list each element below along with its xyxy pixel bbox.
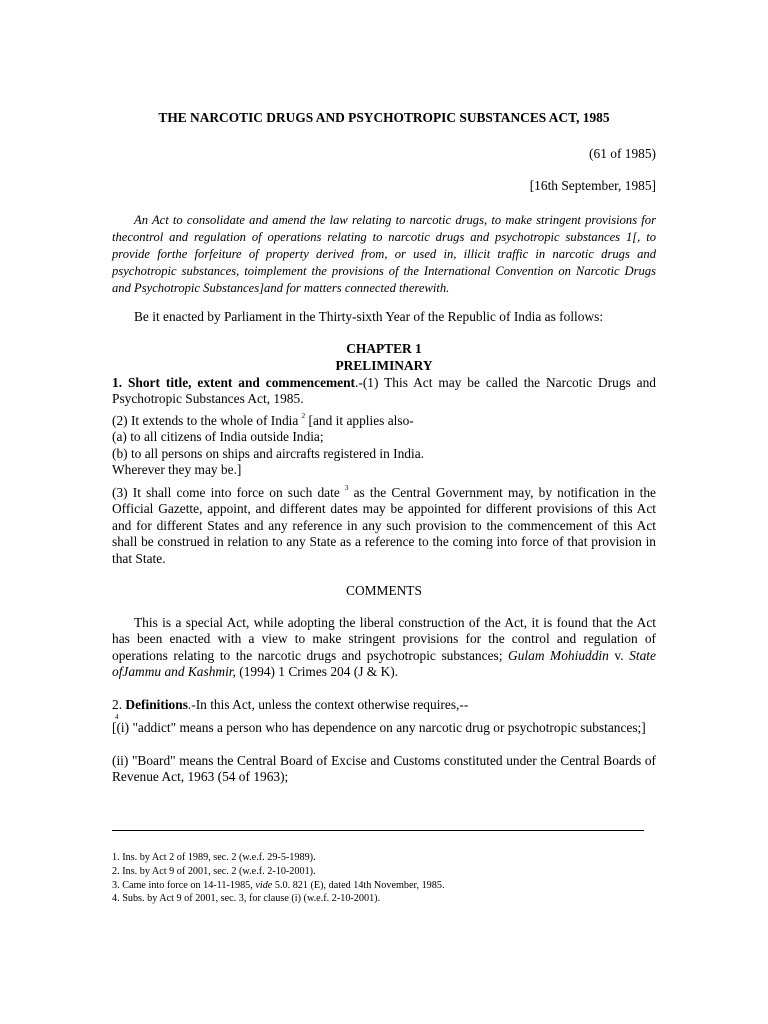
- chapter-number: CHAPTER 1: [346, 341, 422, 356]
- act-number: (61 of 1985): [589, 146, 656, 161]
- case-party-b: State ofJammu and Kashmir,: [112, 647, 656, 680]
- footnote-3-text: 3. Came into force on 14-11-1985,: [112, 879, 253, 891]
- preamble: An Act to consolidate and amend the law relating to narcotic drugs, to make stringent provisions for thecontrol and regulation of operations relating to narcotic drugs and psychotropic substances 1[, to provide forthe forfeiture of property derived from, or used in, illicit traffic in narcotic drugs and psychotropic substances, toimplement the provisions of the International Convention on Narcotic Drugs and Psychotropic Substances]and for matters connected therewith.: [112, 213, 656, 295]
- section-2-number: 2.: [112, 697, 123, 712]
- section-1: [112, 375, 656, 408]
- footnote-ref-4: 4: [115, 713, 119, 721]
- footnote-3-ref: 5.0. 821 (E), dated 14th November, 1985.: [274, 879, 445, 891]
- footnote-separator: [112, 830, 644, 831]
- comments-text: This is a special Act, while adopting the liberal construction of the Act, it is found that the Act has been enacted with a view to make stringent provisions for the control and regulation of operations relating to the narcotic drugs and psychotropic substances;: [112, 615, 656, 663]
- subsection-3-text: (3) It shall come into force on such date: [112, 485, 340, 500]
- subsection-2-amendment: [and it applies also-: [308, 413, 414, 428]
- footnote-3: [112, 879, 445, 893]
- footnote-3-vide: vide: [255, 879, 273, 891]
- chapter-title: PRELIMINARY: [335, 358, 433, 373]
- case-citation: (1994) 1 Crimes 204 (J & K).: [239, 664, 399, 680]
- footnote-2: 2. Ins. by Act 9 of 2001, sec. 2 (w.e.f. 2-10-2001).: [112, 865, 316, 877]
- footnote-ref-3: 3: [344, 484, 349, 492]
- comments-body: [112, 615, 656, 681]
- case-versus: v.: [614, 647, 624, 663]
- section-2-heading: Definitions: [125, 697, 188, 712]
- footnotes: [112, 851, 445, 906]
- act-date: [16th September, 1985]: [529, 178, 656, 193]
- clause-closing: Wherever they may be.]: [112, 462, 242, 478]
- clause-b: (b) to all persons on ships and aircrafts registered in India.: [112, 445, 424, 461]
- footnote-1: 1. Ins. by Act 2 of 1989, sec. 2 (w.e.f. 29-5-1989).: [112, 852, 316, 863]
- definition-i: [(i) "addict" means a person who has dependence on any narcotic drug or psychotropic substances;]: [112, 720, 646, 735]
- subsection-2: [112, 413, 656, 479]
- footnote-4: 4. Subs. by Act 9 of 2001, sec. 3, for clause (i) (w.e.f. 2-10-2001).: [112, 893, 381, 905]
- section-2: [112, 697, 656, 713]
- section-2-text: .-In this Act, unless the context otherwise requires,--: [187, 697, 469, 712]
- subsection-3-body: as the Central Government may, by notification in the Official Gazette, appoint, and different dates may be appointed for different provisions of this Act and for different States and any reference in any such provision to the commencement of this Act shall be construed in relation to any State as a reference to the coming into force of that provision in that State.: [112, 485, 656, 566]
- definition-ii: (ii) "Board" means the Central Board of Excise and Customs constituted under the Central Boards of Revenue Act, 1963 (54 of 1963);: [112, 753, 656, 785]
- subsection-2-text: (2) It extends to the whole of India: [112, 413, 299, 428]
- enactment-clause: Be it enacted by Parliament in the Thirty-sixth Year of the Republic of India as follows:: [134, 309, 604, 324]
- clause-a: (a) to all citizens of India outside India;: [112, 429, 324, 445]
- subsection-2-intro: [112, 413, 656, 429]
- subsection-3: [112, 485, 656, 567]
- section-1-text: .-(1) This Act may be called the Narcotic Drugs and Psychotropic Substances Act, 1985.: [112, 375, 656, 407]
- case-party-a: Gulam Mohiuddin: [508, 647, 609, 663]
- comments-heading: COMMENTS: [346, 583, 422, 598]
- section-1-heading: 1. Short title, extent and commencement: [112, 375, 356, 390]
- footnote-ref-2: 2: [301, 412, 306, 420]
- document-title: THE NARCOTIC DRUGS AND PSYCHOTROPIC SUBSTANCES ACT, 1985: [158, 110, 610, 125]
